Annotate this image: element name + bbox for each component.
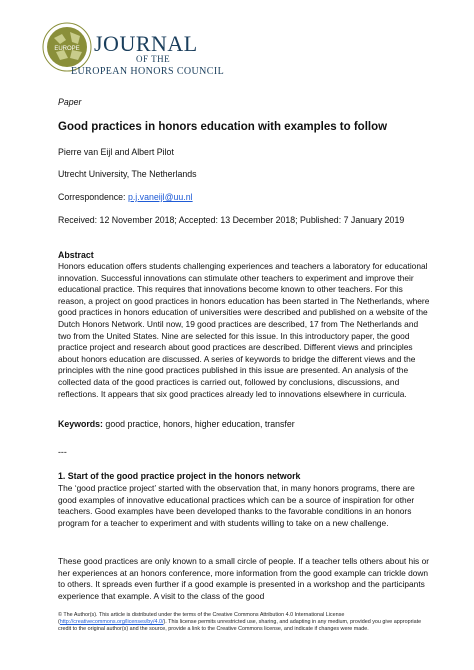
article-dates: Received: 12 November 2018; Accepted: 13 December 2018; Published: 7 January 2019 (58, 215, 405, 225)
journal-logo (42, 22, 92, 72)
article-title: Good practices in honors education with examples to follow (58, 121, 388, 133)
separator: --- (58, 447, 67, 457)
license-link[interactable]: http://creativecommons.org/licenses/by/4.0/ (59, 619, 164, 626)
article-affiliation: Utrecht University, The Netherlands (58, 169, 197, 179)
abstract-heading: Abstract (58, 250, 94, 260)
keywords-label: Keywords: (58, 419, 103, 429)
section-paragraph: These good practices are only known to a small circle of people. If a teacher tells others about his or her experiences at an honors conference, more information from the good example can trickle down to others. It spreads even further if a good example is presented in a workshop and the participants experience that example. A visit to the class of the good (58, 556, 430, 601)
article-type: Paper (58, 97, 82, 107)
article-authors: Pierre van Eijl and Albert Pilot (58, 147, 174, 157)
license-text-2: ). This license permits unrestricted use, sharing, and adapting in any medium, provided you give appropriate credit to the original author(s) and the source, provide a link to the Creative Commons license, and indicate if changes were made. (58, 619, 422, 633)
license-footer (58, 612, 430, 634)
keywords-list: good practice, honors, higher education, transfer (102, 419, 295, 429)
section-paragraph: The ‘good practice project’ started with the observation that, in many honors programs, there are good examples of innovative educational practices which can be a source of inspiration for other teachers. Good examples have been developed thanks to the favorable conditions in an honors program for a teacher to experiment and with students willing to take on a new challenge. (58, 483, 415, 528)
correspondence-email-link[interactable]: p.j.vaneijl@uu.nl (127, 192, 193, 202)
logo-text: EUROPE (54, 46, 80, 52)
keywords (58, 419, 430, 431)
correspondence (58, 192, 430, 204)
journal-of: OF THE (136, 54, 171, 64)
journal-subtitle: EUROPEAN HONORS COUNCIL (71, 66, 225, 77)
section-heading: 1. Start of the good practice project in the honors network (58, 471, 301, 481)
journal-title: JOURNAL (94, 31, 198, 56)
license-text-1: © The Author(s). This article is distributed under the terms of the Creative Commons Attribution 4.0 International License ( (58, 612, 345, 626)
abstract-text: Honors education offers students challenging experiences and teachers a laboratory for educational innovation. Successful innovations can stimulate other teachers to experiment and improve their educational practice. This requires that innovations become known to other teachers. For this reason, a project on good practices in honors education has been started in The Netherlands, where good practices in honors education of universities were described and published on a website of the Dutch Honors Network. Until now, 19 good practices are described, 17 from The Netherlands and two from the United States. Nine are selected for this issue. In this introductory paper, the good practice project and research about good practices are described. Different views and principles about honors education are discussed. A series of keywords to bridge the different views and the principles with the nine good practices published in this issue are presented. An analysis of the collected data of the good practices is carried out, followed by conclusions, discussions, and reflections. It appears that six good practices already led to innovations elsewhere in curricula. (58, 261, 430, 399)
correspondence-label: Correspondence: (58, 192, 128, 202)
